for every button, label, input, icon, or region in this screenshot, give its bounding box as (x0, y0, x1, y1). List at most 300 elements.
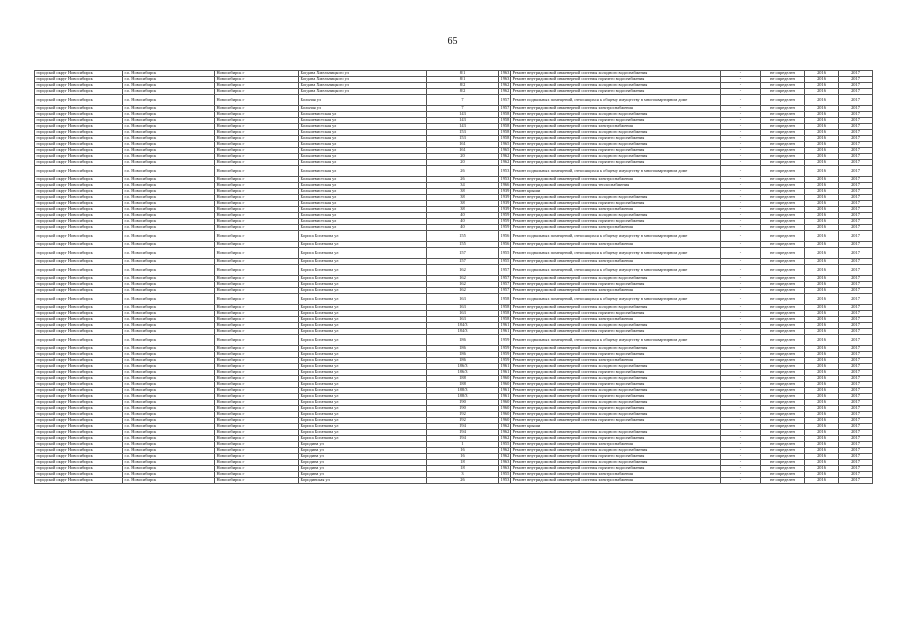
build-year-cell: 1962 (500, 447, 510, 453)
city-cell: Новосибирск г (215, 311, 299, 317)
year-start-cell: 2016 (805, 112, 839, 118)
year-start-cell: 2016 (805, 323, 839, 329)
dash-cell: - (721, 317, 761, 323)
district-cell: г.о. Новосибирск (123, 71, 215, 77)
works-table-body (35, 71, 873, 484)
city-cell: Новосибирск г (215, 376, 299, 382)
street-cell: Большевистская ул (299, 177, 427, 183)
municipality-cell: городской округ Новосибирск (35, 259, 123, 265)
year-end-cell: 2017 (839, 142, 873, 148)
district-cell: г.о. Новосибирск (123, 259, 215, 265)
year-start-cell: 2016 (805, 136, 839, 142)
dash-cell: - (721, 329, 761, 335)
work-type-cell: Ремонт внутридомовой инженерной системы горячего водоснабжения (511, 148, 721, 154)
street-cell: Большевистская ул (299, 219, 427, 225)
dash-cell: - (721, 207, 761, 213)
year-end-cell: 2017 (839, 317, 873, 323)
work-type-cell: Ремонт подвальных помещений, относящихся к общему имуществу в многоквартирном доме (511, 231, 721, 242)
status-cell: не определен (761, 89, 805, 95)
city-cell: Новосибирск г (215, 412, 299, 418)
year-end-cell: 2017 (839, 276, 873, 282)
municipality-cell: городской округ Новосибирск (35, 95, 123, 106)
build-year-cell: 1961 (500, 328, 510, 334)
build-year-cell: 1955 (499, 248, 511, 259)
city-cell: Новосибирск г (215, 136, 299, 142)
table-row (35, 335, 873, 346)
year-start-cell: 2016 (805, 242, 839, 248)
work-type-cell: Ремонт внутридомовой инженерной системы холодного водоснабжения (511, 364, 721, 370)
year-start-cell: 2016 (805, 442, 839, 448)
district-cell: г.о. Новосибирск (123, 430, 215, 436)
table-row (35, 231, 873, 242)
municipality-cell: городской округ Новосибирск (35, 213, 123, 219)
district-cell: г.о. Новосибирск (123, 288, 215, 294)
status-cell: не определен (761, 436, 805, 442)
year-end-cell: 2017 (839, 166, 873, 177)
status-cell: не определен (761, 136, 805, 142)
dash-cell: - (721, 142, 761, 148)
district-cell: г.о. Новосибирск (123, 265, 215, 276)
status-cell: не определен (761, 317, 805, 323)
status-cell: не определен (761, 323, 805, 329)
status-cell: не определен (761, 352, 805, 358)
work-type-cell: Ремонт внутридомовой инженерной системы горячего водоснабжения (511, 454, 721, 460)
city-cell: Новосибирск г (215, 364, 299, 370)
street-cell: Бориса Богаткова ул (299, 370, 427, 376)
page-number: 65 (447, 36, 458, 47)
district-cell: г.о. Новосибирск (123, 294, 215, 305)
street-cell: Бориса Богаткова ул (299, 323, 427, 329)
build-year-cell: 1965 (500, 141, 510, 147)
district-cell: г.о. Новосибирск (123, 335, 215, 346)
house-number-cell: 38 (427, 189, 499, 195)
city-cell: Новосибирск г (215, 225, 299, 231)
status-cell: не определен (761, 305, 805, 311)
build-year-cell: 1963 (500, 459, 510, 465)
build-year-cell: 1961 (500, 322, 510, 328)
work-type-cell: Ремонт внутридомовой инженерной системы горячего водоснабжения (511, 77, 721, 83)
district-cell: г.о. Новосибирск (123, 466, 215, 472)
build-year-cell: 1939 (500, 206, 510, 212)
dash-cell: - (721, 346, 761, 352)
house-number-cell: 194 (427, 424, 499, 430)
street-cell: Большевистская ул (299, 112, 427, 118)
year-start-cell: 2016 (805, 294, 839, 305)
build-year-cell: 1939 (500, 188, 510, 194)
dash-cell: - (721, 478, 761, 484)
city-cell: Новосибирск г (215, 388, 299, 394)
municipality-cell: городской округ Новосибирск (35, 77, 123, 83)
year-start-cell: 2016 (805, 89, 839, 95)
district-cell: г.о. Новосибирск (123, 311, 215, 317)
dash-cell: - (721, 388, 761, 394)
year-start-cell: 2016 (805, 276, 839, 282)
year-start-cell: 2016 (805, 219, 839, 225)
dash-cell: - (721, 323, 761, 329)
year-start-cell: 2016 (805, 154, 839, 160)
dash-cell: - (721, 118, 761, 124)
year-end-cell: 2017 (839, 288, 873, 294)
city-cell: Новосибирск г (215, 71, 299, 77)
city-cell: Новосибирск г (215, 219, 299, 225)
house-number-cell: 155 (427, 231, 499, 242)
street-cell: Бориса Богаткова ул (299, 335, 427, 346)
build-year-cell: 1961 (500, 369, 510, 375)
build-year-cell: 1953 (499, 166, 511, 177)
work-type-cell: Ремонт внутридомовой инженерной системы электроснабжения (511, 442, 721, 448)
build-year-cell: 1962 (500, 159, 510, 165)
year-end-cell: 2017 (839, 183, 873, 189)
dash-cell: - (721, 466, 761, 472)
dash-cell: - (721, 77, 761, 83)
build-year-cell: 1959 (500, 357, 510, 363)
status-cell: не определен (761, 183, 805, 189)
status-cell: не определен (761, 388, 805, 394)
city-cell: Новосибирск г (215, 183, 299, 189)
house-number-cell: 188 (427, 376, 499, 382)
year-end-cell: 2017 (839, 412, 873, 418)
year-start-cell: 2016 (805, 352, 839, 358)
dash-cell: - (721, 288, 761, 294)
street-cell: Большевистская ул (299, 136, 427, 142)
district-cell: г.о. Новосибирск (123, 317, 215, 323)
build-year-cell: 1959 (500, 218, 510, 224)
year-start-cell: 2016 (805, 77, 839, 83)
build-year-cell: 1957 (500, 287, 510, 293)
status-cell: не определен (761, 430, 805, 436)
status-cell: не определен (761, 219, 805, 225)
work-type-cell: Ремонт внутридомовой инженерной системы горячего водоснабжения (511, 160, 721, 166)
dash-cell: - (721, 89, 761, 95)
dash-cell: - (721, 335, 761, 346)
year-start-cell: 2016 (805, 71, 839, 77)
build-year-cell: 1939 (500, 194, 510, 200)
year-start-cell: 2016 (805, 288, 839, 294)
house-number-cell: 7 (427, 95, 499, 106)
house-number-cell: 26 (427, 166, 499, 177)
street-cell: Богдана Хмельницкого ул (299, 71, 427, 77)
house-number-cell: 188/3 (427, 394, 499, 400)
street-cell: Бориса Богаткова ул (299, 400, 427, 406)
year-end-cell: 2017 (839, 201, 873, 207)
house-number-cell: 192 (427, 418, 499, 424)
year-end-cell: 2017 (839, 106, 873, 112)
house-number-cell: 155 (427, 242, 499, 248)
status-cell: не определен (761, 231, 805, 242)
house-number-cell: 8/2 (427, 83, 499, 89)
build-year-cell: 1959 (500, 345, 510, 351)
year-start-cell: 2016 (805, 166, 839, 177)
status-cell: не определен (761, 412, 805, 418)
year-end-cell: 2017 (839, 472, 873, 478)
dash-cell: - (721, 160, 761, 166)
year-start-cell: 2016 (805, 376, 839, 382)
build-year-cell: 1956 (500, 241, 510, 247)
year-start-cell: 2016 (805, 418, 839, 424)
status-cell: не определен (761, 177, 805, 183)
district-cell: г.о. Новосибирск (123, 358, 215, 364)
year-end-cell: 2017 (839, 424, 873, 430)
house-number-cell: 186/3 (427, 364, 499, 370)
dash-cell: - (721, 248, 761, 259)
status-cell: не определен (761, 259, 805, 265)
status-cell: не определен (761, 83, 805, 89)
house-number-cell: 186/3 (427, 370, 499, 376)
city-cell: Новосибирск г (215, 201, 299, 207)
municipality-cell: городской округ Новосибирск (35, 71, 123, 77)
work-type-cell: Ремонт крыши (511, 189, 721, 195)
district-cell: г.о. Новосибирск (123, 448, 215, 454)
municipality-cell: городской округ Новосибирск (35, 118, 123, 124)
build-year-cell: 1958 (500, 123, 510, 129)
work-type-cell: Ремонт внутридомовой инженерной системы холодного водоснабжения (511, 276, 721, 282)
municipality-cell: городской округ Новосибирск (35, 189, 123, 195)
district-cell: г.о. Новосибирск (123, 305, 215, 311)
street-cell: Большевистская ул (299, 160, 427, 166)
district-cell: г.о. Новосибирск (123, 406, 215, 412)
build-year-cell: 1963 (500, 76, 510, 82)
build-year-cell: 1958 (500, 316, 510, 322)
year-end-cell: 2017 (839, 400, 873, 406)
year-end-cell: 2017 (839, 454, 873, 460)
municipality-cell: городской округ Новосибирск (35, 124, 123, 130)
street-cell: Богдана Хмельницкого ул (299, 77, 427, 83)
house-number-cell: 34 (427, 183, 499, 189)
status-cell: не определен (761, 364, 805, 370)
district-cell: г.о. Новосибирск (123, 225, 215, 231)
dash-cell: - (721, 189, 761, 195)
municipality-cell: городской округ Новосибирск (35, 112, 123, 118)
work-type-cell: Ремонт внутридомовой инженерной системы холодного водоснабжения (511, 130, 721, 136)
year-end-cell: 2017 (839, 89, 873, 95)
municipality-cell: городской округ Новосибирск (35, 305, 123, 311)
city-cell: Новосибирск г (215, 242, 299, 248)
dash-cell: - (721, 83, 761, 89)
street-cell: Бориса Богаткова ул (299, 436, 427, 442)
city-cell: Новосибирск г (215, 323, 299, 329)
street-cell: Бородинская ул (299, 478, 427, 484)
build-year-cell: 1958 (500, 310, 510, 316)
work-type-cell: Ремонт внутридомовой инженерной системы холодного водоснабжения (511, 71, 721, 77)
year-start-cell: 2016 (805, 424, 839, 430)
street-cell: Большевистская ул (299, 154, 427, 160)
build-year-cell: 1957 (500, 275, 510, 281)
city-cell: Новосибирск г (215, 370, 299, 376)
year-end-cell: 2017 (839, 406, 873, 412)
status-cell: не определен (761, 248, 805, 259)
city-cell: Новосибирск г (215, 424, 299, 430)
district-cell: г.о. Новосибирск (123, 118, 215, 124)
city-cell: Новосибирск г (215, 442, 299, 448)
work-type-cell: Ремонт внутридомовой инженерной системы электроснабжения (511, 288, 721, 294)
district-cell: г.о. Новосибирск (123, 394, 215, 400)
city-cell: Новосибирск г (215, 77, 299, 83)
work-type-cell: Ремонт подвальных помещений, относящихся к общему имуществу в многоквартирном доме (511, 265, 721, 276)
house-number-cell: 143 (427, 112, 499, 118)
street-cell: Бориса Богаткова ул (299, 311, 427, 317)
district-cell: г.о. Новосибирск (123, 370, 215, 376)
city-cell: Новосибирск г (215, 106, 299, 112)
house-number-cell: 161 (427, 142, 499, 148)
year-start-cell: 2016 (805, 183, 839, 189)
work-type-cell: Ремонт внутридомовой инженерной системы холодного водоснабжения (511, 388, 721, 394)
house-number-cell: 7 (427, 106, 499, 112)
dash-cell: - (721, 430, 761, 436)
dash-cell: - (721, 219, 761, 225)
house-number-cell: 192 (427, 412, 499, 418)
work-type-cell: Ремонт внутридомовой инженерной системы холодного водоснабжения (511, 400, 721, 406)
municipality-cell: городской округ Новосибирск (35, 335, 123, 346)
year-end-cell: 2017 (839, 364, 873, 370)
year-start-cell: 2016 (805, 248, 839, 259)
municipality-cell: городской округ Новосибирск (35, 148, 123, 154)
house-number-cell: 194 (427, 436, 499, 442)
year-end-cell: 2017 (839, 394, 873, 400)
street-cell: Бориса Богаткова ул (299, 418, 427, 424)
street-cell: Большевистская ул (299, 213, 427, 219)
city-cell: Новосибирск г (215, 142, 299, 148)
house-number-cell: 162 (427, 282, 499, 288)
house-number-cell: 163 (427, 294, 499, 305)
dash-cell: - (721, 352, 761, 358)
house-number-cell: 26 (427, 478, 499, 484)
municipality-cell: городской округ Новосибирск (35, 294, 123, 305)
status-cell: не определен (761, 95, 805, 106)
house-number-cell: 20 (427, 160, 499, 166)
street-cell: Бориса Богаткова ул (299, 248, 427, 259)
dash-cell: - (721, 154, 761, 160)
year-start-cell: 2016 (805, 317, 839, 323)
work-type-cell: Ремонт внутридомовой инженерной системы горячего водоснабжения (511, 201, 721, 207)
year-start-cell: 2016 (805, 195, 839, 201)
works-table-container (34, 70, 872, 484)
build-year-cell: 1958 (500, 304, 510, 310)
work-type-cell: Ремонт внутридомовой инженерной системы теплоснабжения (511, 183, 721, 189)
year-end-cell: 2017 (839, 448, 873, 454)
street-cell: Бориса Богаткова ул (299, 305, 427, 311)
street-cell: Бориса Богаткова ул (299, 259, 427, 265)
build-year-cell: 1957 (499, 95, 511, 106)
district-cell: г.о. Новосибирск (123, 142, 215, 148)
city-cell: Новосибирск г (215, 154, 299, 160)
municipality-cell: городской округ Новосибирск (35, 478, 123, 484)
work-type-cell: Ремонт внутридомовой инженерной системы электроснабжения (511, 358, 721, 364)
year-start-cell: 2016 (805, 394, 839, 400)
dash-cell: - (721, 136, 761, 142)
table-row (35, 248, 873, 259)
year-end-cell: 2017 (839, 77, 873, 83)
municipality-cell: городской округ Новосибирск (35, 130, 123, 136)
year-start-cell: 2016 (805, 466, 839, 472)
year-start-cell: 2016 (805, 124, 839, 130)
city-cell: Новосибирск г (215, 276, 299, 282)
year-start-cell: 2016 (805, 282, 839, 288)
street-cell: Бородина ул (299, 466, 427, 472)
dash-cell: - (721, 294, 761, 305)
municipality-cell: городской округ Новосибирск (35, 472, 123, 478)
city-cell: Новосибирск г (215, 352, 299, 358)
municipality-cell: городской округ Новосибирск (35, 370, 123, 376)
build-year-cell: 1955 (500, 441, 510, 447)
dash-cell: - (721, 177, 761, 183)
year-start-cell: 2016 (805, 225, 839, 231)
house-number-cell: 186 (427, 352, 499, 358)
work-type-cell: Ремонт внутридомовой инженерной системы электроснабжения (511, 225, 721, 231)
work-type-cell: Ремонт подвальных помещений, относящихся к общему имуществу в многоквартирном доме (511, 294, 721, 305)
table-row (35, 294, 873, 305)
district-cell: г.о. Новосибирск (123, 195, 215, 201)
city-cell: Новосибирск г (215, 335, 299, 346)
build-year-cell: 1957 (499, 265, 511, 276)
build-year-cell: 1960 (500, 405, 510, 411)
city-cell: Новосибирск г (215, 213, 299, 219)
house-number-cell: 163 (427, 317, 499, 323)
year-end-cell: 2017 (839, 466, 873, 472)
year-start-cell: 2016 (805, 370, 839, 376)
year-end-cell: 2017 (839, 282, 873, 288)
house-number-cell: 186 (427, 335, 499, 346)
year-end-cell: 2017 (839, 112, 873, 118)
status-cell: не определен (761, 400, 805, 406)
year-end-cell: 2017 (839, 118, 873, 124)
street-cell: Большевистская ул (299, 189, 427, 195)
status-cell: не определен (761, 448, 805, 454)
year-end-cell: 2017 (839, 160, 873, 166)
status-cell: не определен (761, 442, 805, 448)
municipality-cell: городской округ Новосибирск (35, 83, 123, 89)
district-cell: г.о. Новосибирск (123, 106, 215, 112)
build-year-cell: 1959 (500, 224, 510, 230)
city-cell: Новосибирск г (215, 294, 299, 305)
year-start-cell: 2016 (805, 305, 839, 311)
status-cell: не определен (761, 242, 805, 248)
street-cell: Большевистская ул (299, 130, 427, 136)
dash-cell: - (721, 358, 761, 364)
dash-cell: - (721, 460, 761, 466)
street-cell: Бориса Богаткова ул (299, 412, 427, 418)
year-end-cell: 2017 (839, 207, 873, 213)
dash-cell: - (721, 424, 761, 430)
build-year-cell: 1953 (500, 176, 510, 182)
municipality-cell: городской округ Новосибирск (35, 323, 123, 329)
work-type-cell: Ремонт внутридомовой инженерной системы холодного водоснабжения (511, 154, 721, 160)
city-cell: Новосибирск г (215, 231, 299, 242)
year-end-cell: 2017 (839, 346, 873, 352)
work-type-cell: Ремонт внутридомовой инженерной системы холодного водоснабжения (511, 112, 721, 118)
build-year-cell: 1962 (500, 453, 510, 459)
status-cell: не определен (761, 112, 805, 118)
year-start-cell: 2016 (805, 177, 839, 183)
status-cell: не определен (761, 358, 805, 364)
year-end-cell: 2017 (839, 148, 873, 154)
house-number-cell: 40 (427, 213, 499, 219)
municipality-cell: городской округ Новосибирск (35, 388, 123, 394)
district-cell: г.о. Новосибирск (123, 95, 215, 106)
work-type-cell: Ремонт внутридомовой инженерной системы горячего водоснабжения (511, 136, 721, 142)
year-end-cell: 2017 (839, 136, 873, 142)
year-start-cell: 2016 (805, 460, 839, 466)
district-cell: г.о. Новосибирск (123, 436, 215, 442)
house-number-cell: 162 (427, 265, 499, 276)
house-number-cell: 38 (427, 207, 499, 213)
district-cell: г.о. Новосибирск (123, 183, 215, 189)
year-end-cell: 2017 (839, 83, 873, 89)
municipality-cell: городской округ Новосибирск (35, 364, 123, 370)
build-year-cell: 1960 (500, 411, 510, 417)
work-type-cell: Ремонт подвальных помещений, относящихся к общему имуществу в многоквартирном доме (511, 335, 721, 346)
municipality-cell: городской округ Новосибирск (35, 183, 123, 189)
house-number-cell: 186 (427, 358, 499, 364)
